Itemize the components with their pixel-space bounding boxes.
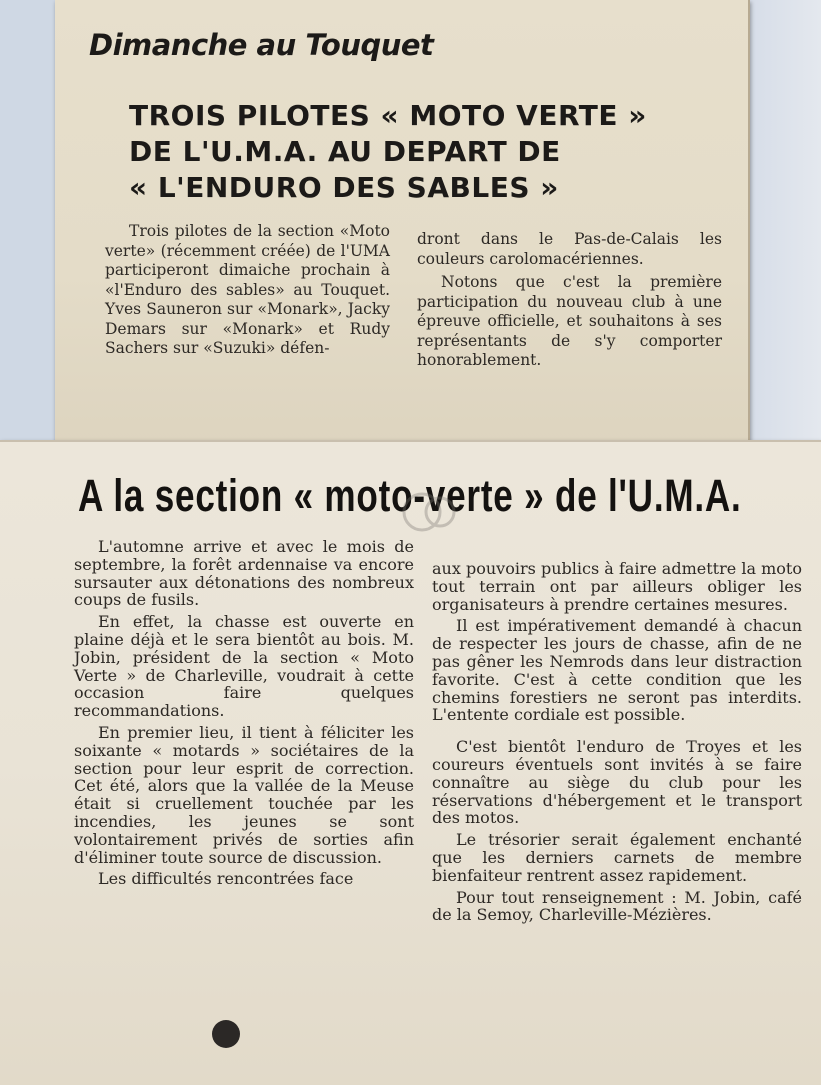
paragraph: dront dans le Pas-de-Calais les couleurs carolomacériennes. xyxy=(417,230,722,268)
paragraph: Il est impérativement demandé à chacun de respecter les jours de chasse, afin de ne pas gêner les Nemrods dans leur distraction favorite. C'est à cette condition que les chemins forestiers ne seront pas interdits. L'entente cordiale est possible. xyxy=(432,616,802,725)
article-column-2 xyxy=(417,230,722,371)
paragraph: En effet, la chasse est ouverte en plaine déjà et le sera bientôt au bois. M. Jobin, président de la section « Moto Verte » de Charleville, voudrait à cette occasion faire quelques recommandations. xyxy=(74,612,414,721)
paragraph: C'est bientôt l'enduro de Troyes et les coureurs éventuels sont invités à se faire connaître au siège du club pour les réservations d'hébergement et le transport des motos. xyxy=(432,737,802,828)
paragraph: Pour tout renseignement : M. Jobin, café de la Semoy, Charleville-Mézières. xyxy=(432,887,802,925)
punch-hole xyxy=(212,1020,240,1048)
kicker: Dimanche au Touquet xyxy=(89,28,434,62)
background-right xyxy=(748,0,821,460)
paragraph: Les difficultés rencontrées face xyxy=(98,869,354,889)
headline-line: DE L'U.M.A. AU DEPART DE xyxy=(129,135,561,168)
watermark-logo xyxy=(400,490,460,534)
paragraph: aux pouvoirs publics à faire admettre la moto tout terrain ont par ailleurs obliger les organisateurs à prendre certaines mesures. xyxy=(432,559,802,614)
article-column-1 xyxy=(105,222,390,359)
article-title: A la section « moto-verte » de l'U.M.A. xyxy=(78,470,742,521)
paragraph: Trois pilotes de la section «Moto verte» (récemment créée) de l'UMA participeront dimaiche prochain à «l'Enduro des sables» au Touquet. Yves Sauneron sur «Monark», Jacky Demars sur «Monark» et Rudy Sachers sur «Suzuki» défen- xyxy=(105,222,390,357)
article-column-2 xyxy=(432,560,802,928)
paragraph: En premier lieu, il tient à féliciter les soixante « motards » sociétaires de la section pour leur esprit de correction. Cet été, alors que la vallée de la Meuse était si cruellement touchée par les incendies, les jeunes se sont volontairement privés de sorties afin d'éliminer toute source de discussion. xyxy=(74,722,414,867)
article-column-1 xyxy=(74,538,414,892)
paragraph: Notons que c'est la première participation du nouveau club à une épreuve officielle, et souhaitons à ses représentants de s'y comporter honorablement. xyxy=(417,273,722,369)
headline-line: « L'ENDURO DES SABLES » xyxy=(129,171,559,204)
newspaper-clipping-top xyxy=(55,0,750,452)
paragraph: Le trésorier serait également enchanté que les derniers carnets de membre bienfaiteur rentrent assez rapidement. xyxy=(432,830,802,885)
headline-line: TROIS PILOTES « MOTO VERTE » xyxy=(129,99,647,132)
paragraph: L'automne arrive et avec le mois de septembre, la forêt ardennaise va encore sursauter aux détonations des nombreux coups de fusils. xyxy=(74,537,414,610)
headline xyxy=(129,98,739,206)
